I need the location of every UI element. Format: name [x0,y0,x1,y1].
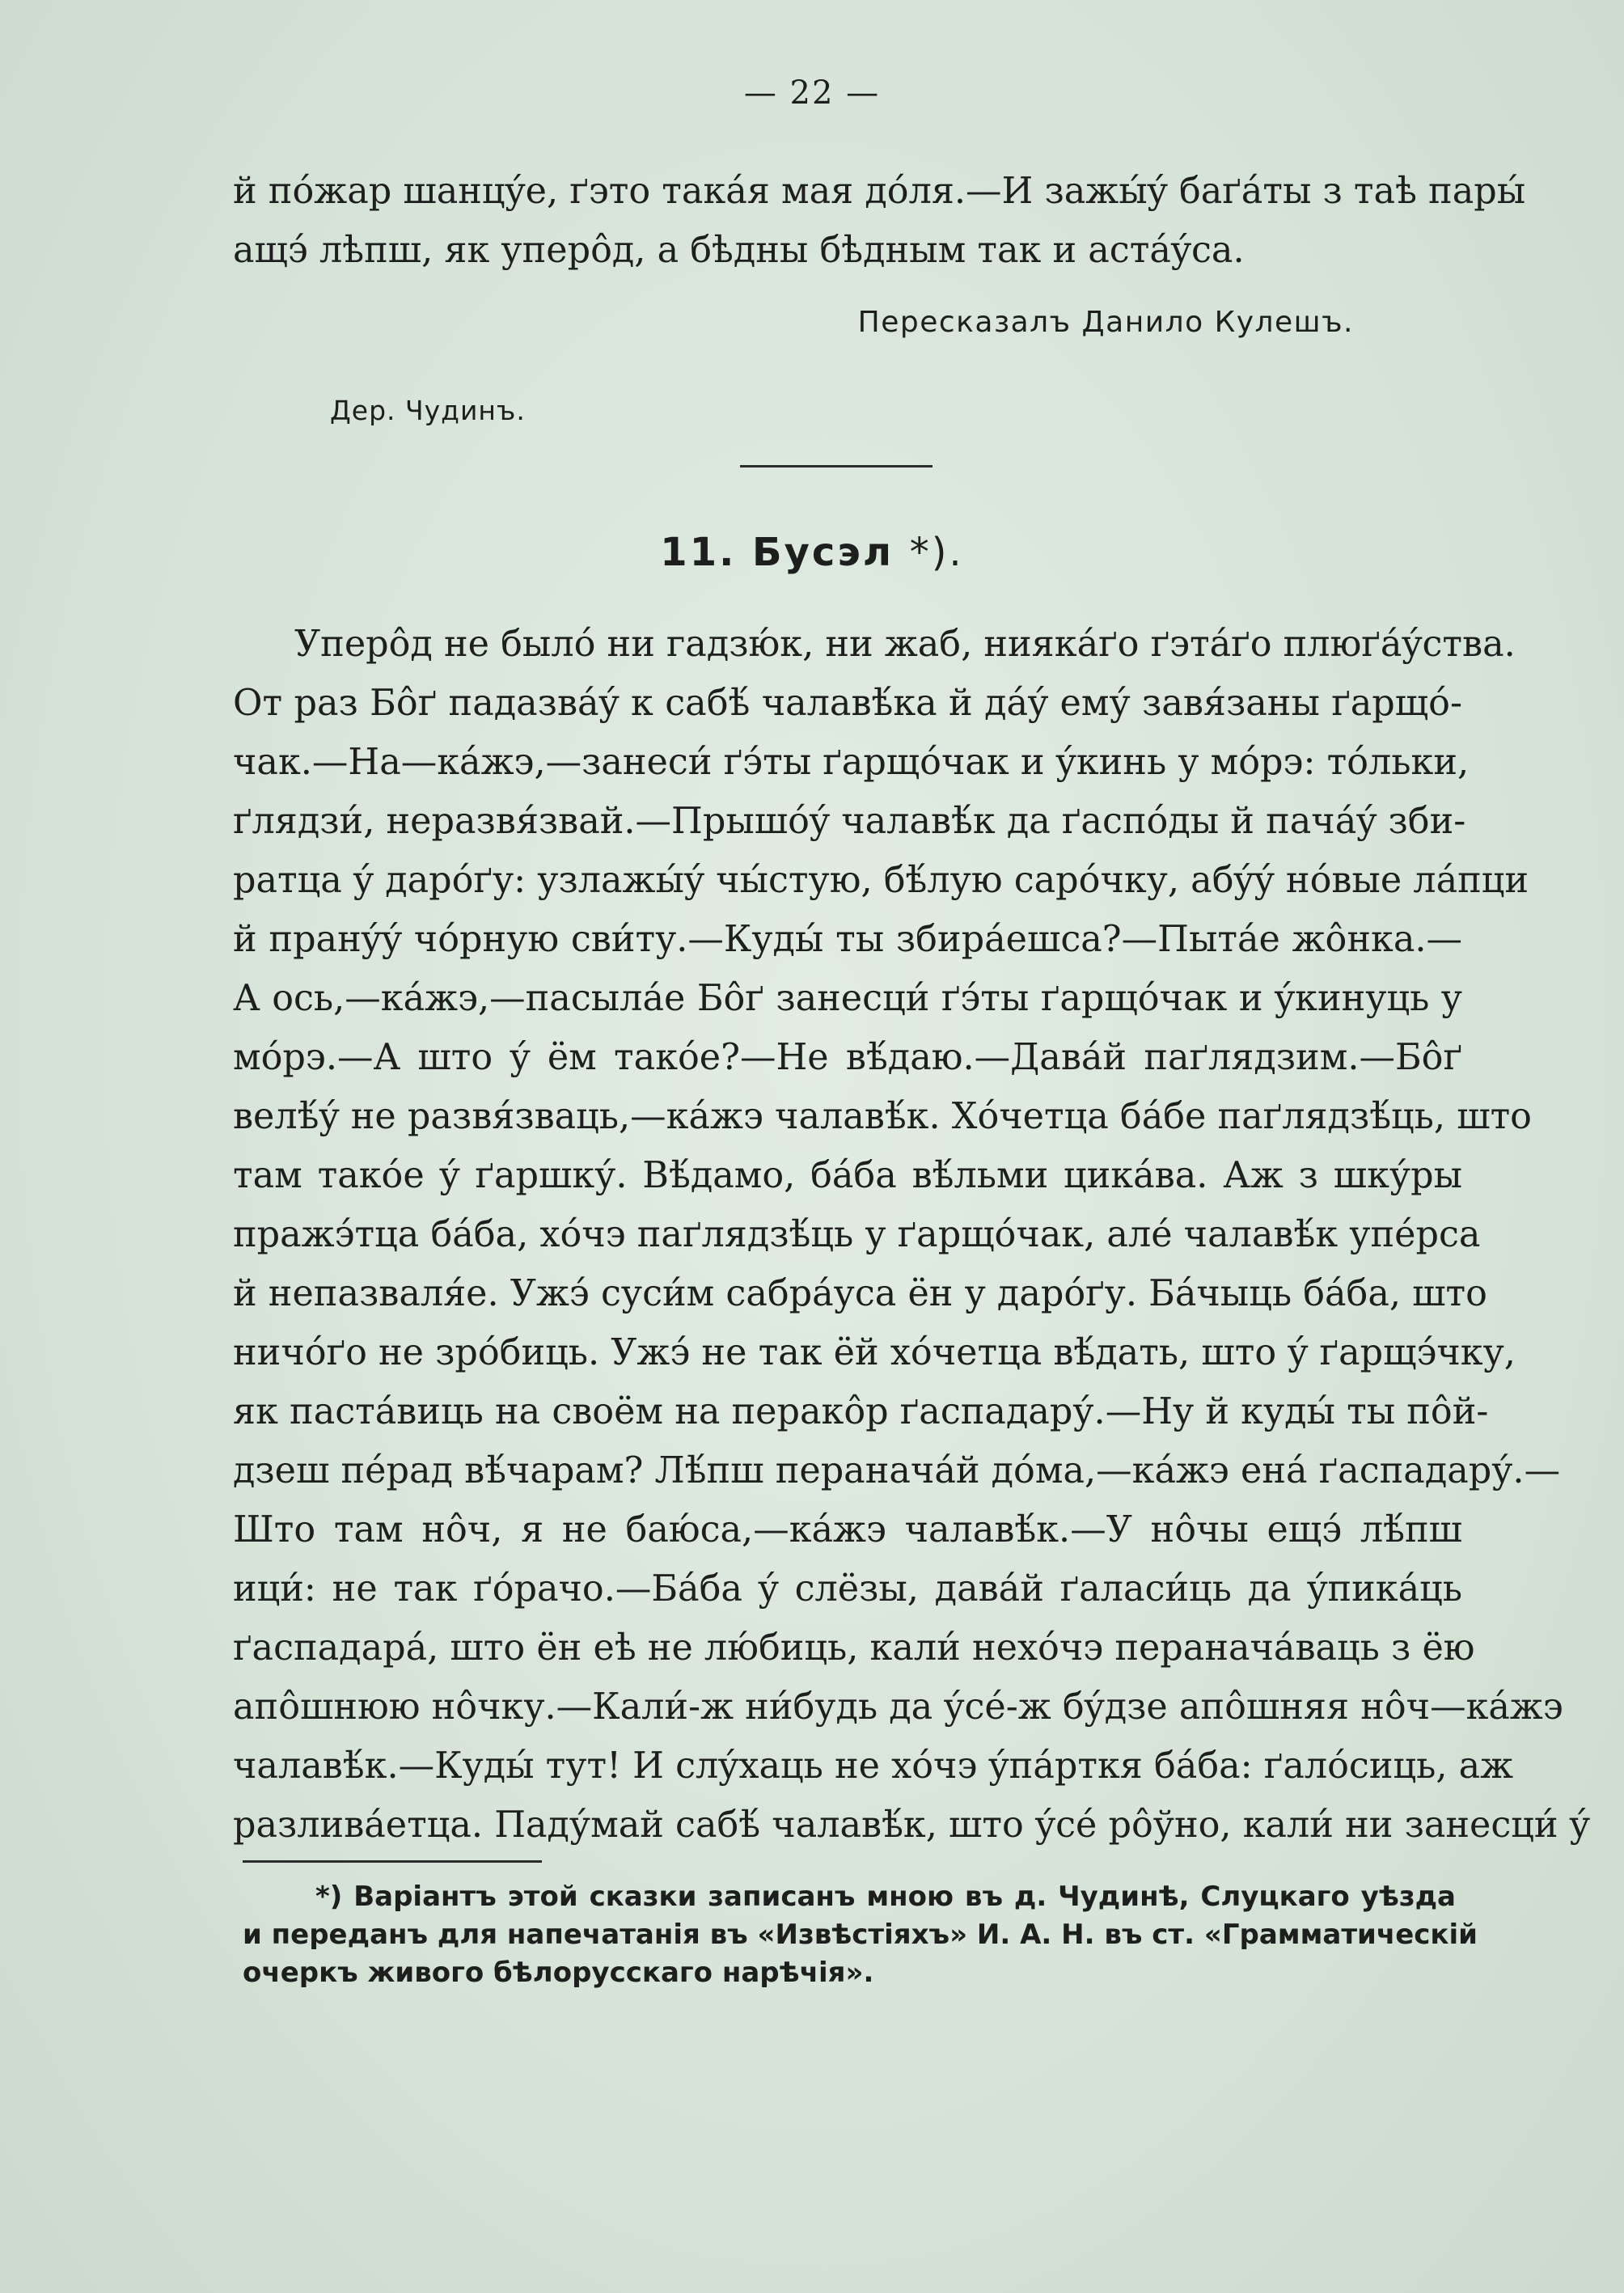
story-title [0,530,1624,575]
text-line: пражэ́тца бáба, хóчэ паґлядзѣ́ць у ґарщóчак, але́ чалавѣ́к упéрса [233,1214,1481,1255]
footnote-line: и переданъ для напечатанiя въ «Извѣстiяхъ» И. А. Н. въ ст. «Грамматическiй [243,1919,1478,1951]
text-line: чалавѣ́к.—Куды́ тут! И слýхаць не хóчэ ýпáрткя бáба: ґалóсиць, аж [233,1745,1514,1787]
text-line: й пранýý чóрную сви́ту.—Куды́ ты збира́ешса?—Пыта́е жôнка.— [233,919,1462,960]
text-line: ничóґо не зрóбиць. Ужэ́ не так ёй хóчетца вѣ́дать, што ý ґарщэ́чку, [233,1332,1516,1373]
text-line: велѣ́ý не развя́зваць,—кáжэ чалавѣ́к. Хóчетца бáбе паґлядзѣ́ць, што [233,1096,1532,1137]
story-number: 11. [660,530,737,575]
intro-paragraph [233,162,1526,280]
text-line: як паста́виць на своём на перакôр ґаспадару́.—Ну й куды́ ты пôй- [233,1391,1489,1432]
text-line: дзеш пéрад вѣ́чарам? Лѣ́пш перанача́й дóма,—кáжэ ена́ ґаспадару́.— [233,1450,1561,1491]
text-line: Уперôд не былó ни гадзю́к, ни жаб, нияка́ґо ґэта́ґо плюґа́ýства. [294,624,1516,665]
text-line: А ось,—кáжэ,—пасыла́е Бôґ занесци́ ґэ́ты ґарщóчак и ýкинуць у [233,978,1462,1019]
text-line: там такóе ý ґаршку́. Вѣ́дамо, бáба вѣ́льми цикáва. Аж з шку́ры [233,1155,1462,1196]
text-line: ици́: не так ґóрачо.—Бáба ý слёзы, дава́й ґаласи́ць да ýпика́ць [233,1568,1462,1610]
text-line: мóрэ.—А што ý ём такóе?—Не вѣ́даю.—Дава́й паґлядзим.—Бôґ [233,1037,1462,1078]
text-line: ащэ́ лѣпш, як уперôд, а бѣдны бѣдным так и астáýса. [233,230,1245,271]
footnote-line: *) Варiантъ этой сказки записанъ мною въ д. Чудинѣ, Слуцкаго уѣзда [315,1881,1456,1913]
page-number: — 22 — [743,74,881,112]
footnote-marker: *). [909,530,964,575]
text-line: ратца ý дарóґу: узлажы́ý чы́стую, бѣ́лую сарóчку, абýý нóвые лáпци [233,860,1529,901]
text-line: чак.—На—кáжэ,—занеси́ ґэ́ты ґарщóчак и ýкинь у мóрэ: тóльки, [233,742,1470,783]
story-name: Бусэл [752,530,894,575]
text-line: От раз Бôґ падазва́ý к сабѣ́ чалавѣ́ка й дáý ему́ завя́заны ґарщó- [233,683,1462,724]
text-line: разлива́етца. Паду́май сабѣ́ чалавѣ́к, што ýсé рôўно, кали́ ни занесци́ ý [233,1804,1590,1846]
text-line: ґлядзи́, неразвя́звай.—Прышóý чалавѣ́к да ґаспóды й пача́ý зби- [233,801,1466,842]
text-line: Што там нôч, я не баю́са,—кáжэ чалавѣ́к.—У нôчы ещэ́ лѣ́пш [233,1509,1462,1551]
narrator-signature: Пересказалъ Данило Кулешъ. [857,306,1354,339]
story-body [233,615,1590,1855]
footnote-line: очеркъ живого бѣлорусскаго нарѣчiя». [243,1957,874,1989]
text-line: й непазваля́е. Ужэ́ суси́м сабра́уса ён у дарóґу. Бáчыць бáба, што [233,1273,1487,1314]
footnote [243,1878,1478,1992]
footnote-rule [243,1860,542,1863]
text-line: ґаспадара́, што ён еѣ не лю́биць, кали́ нехóчэ перанача́ваць з ёю [233,1627,1475,1669]
text-line: апôшнюю нôчку.—Кали́-ж ни́будь да ýсé-ж бýдзе апôшняя нôч—кáжэ [233,1686,1563,1728]
section-divider [740,465,933,467]
text-line: й пóжар шанцýе, ґэто такáя мая дóля.—И зажы́ý баґáты з таѣ пары́ [233,171,1526,212]
place-name: Дер. Чудинъ. [330,395,526,426]
